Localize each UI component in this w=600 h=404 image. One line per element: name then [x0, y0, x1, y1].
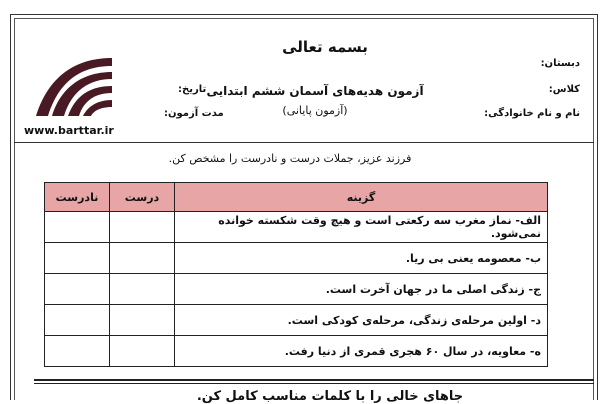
table-row: [45, 305, 548, 336]
instruction-text: فرزند عزیز، جملات درست و نادرست را مشخص کن.: [168, 152, 412, 165]
answer-cell-right[interactable]: [110, 243, 175, 274]
name-label: نام و نام خانوادگی:: [484, 108, 580, 119]
exam-title: آزمون هدیه‌های آسمان ششم ابتدایی: [206, 84, 424, 98]
question-text: ب- معصومه یعنی بی ریا.: [175, 243, 548, 274]
section-divider-thin: [34, 383, 594, 384]
answer-cell-right[interactable]: [110, 274, 175, 305]
date-label: تاریخ:: [178, 84, 207, 95]
table-header-row: [45, 183, 548, 212]
answer-cell-right[interactable]: [110, 336, 175, 367]
answer-cell-wrong[interactable]: [45, 305, 110, 336]
page-title: بسمه تعالی: [282, 38, 368, 56]
answer-cell-wrong[interactable]: [45, 274, 110, 305]
answer-cell-wrong[interactable]: [45, 336, 110, 367]
answer-cell-wrong[interactable]: [45, 212, 110, 243]
column-header-option: گزینه: [175, 183, 548, 212]
question-text: الف- نماز مغرب سه رکعتی است و هیچ وقت شکسته خوانده نمی‌شود.: [175, 212, 548, 243]
question-text: ه- معاویه، در سال ۶۰ هجری قمری از دنیا رفت.: [175, 336, 548, 367]
table-row: [45, 243, 548, 274]
column-header-wrong: نادرست: [45, 183, 110, 212]
school-label: دبستان:: [540, 58, 580, 69]
header-divider: [14, 142, 594, 143]
answer-cell-right[interactable]: [110, 212, 175, 243]
exam-subtitle: (آزمون پایانی): [282, 104, 348, 117]
table-row: [45, 212, 548, 243]
question-text: ج- زندگی اصلی ما در جهان آخرت است.: [175, 274, 548, 305]
website-url: www.barttar.ir: [24, 124, 114, 137]
barttar-logo-icon: [30, 52, 114, 118]
next-section-text: جاهای خالی را با کلمات مناسب کامل کن.: [196, 389, 464, 404]
column-header-right: درست: [110, 183, 175, 212]
question-text: د- اولین مرحله‌ی زندگی، مرحله‌ی کودکی است.: [175, 305, 548, 336]
table-row: [45, 274, 548, 305]
section-divider: [34, 379, 594, 381]
class-label: کلاس:: [548, 84, 580, 95]
answer-cell-wrong[interactable]: [45, 243, 110, 274]
table-row: [45, 336, 548, 367]
answer-cell-right[interactable]: [110, 305, 175, 336]
true-false-table: [44, 182, 548, 367]
duration-label: مدت آزمون:: [164, 108, 224, 119]
